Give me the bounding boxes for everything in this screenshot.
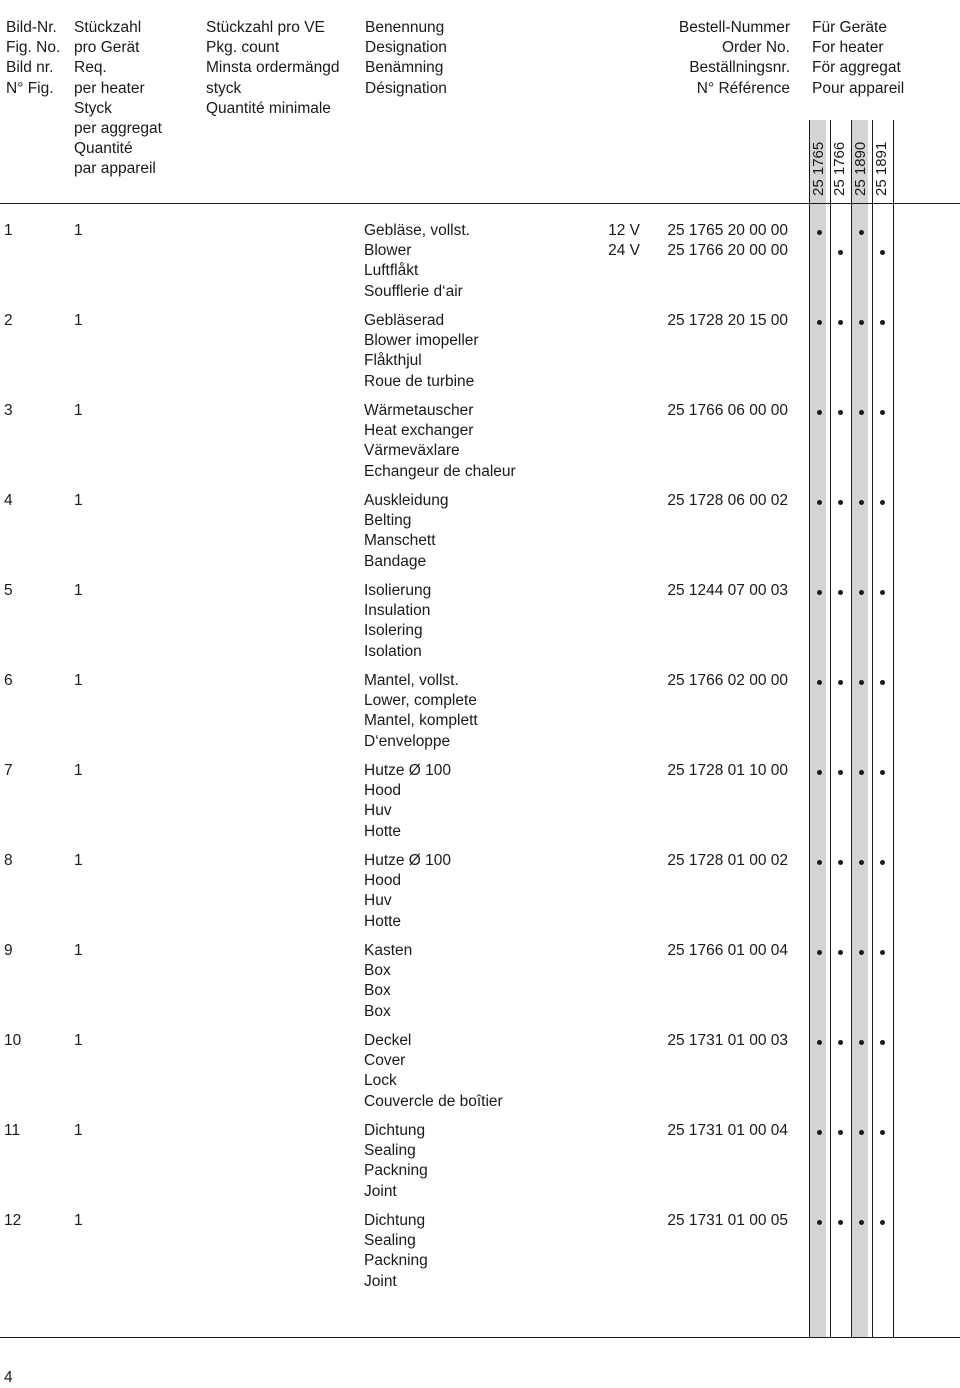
header-text: For heater (812, 39, 884, 57)
applicability-dot (838, 320, 843, 325)
applicability-dot (838, 500, 843, 505)
designation-line: Cover (364, 1052, 406, 1070)
designation-line: Flåkthjul (364, 352, 422, 370)
row-voltage: 12 V (608, 222, 640, 239)
row-quantity: 1 (74, 672, 83, 689)
designation-line: Gebläserad (364, 312, 445, 329)
model-code-label: 25 1891 (873, 141, 890, 196)
header-bild-nr (6, 18, 60, 99)
applicability-dot (817, 680, 822, 685)
applicability-dot (880, 1220, 885, 1225)
header-benennung (365, 18, 447, 99)
designation-line: Gebläse, vollst. (364, 222, 470, 239)
applicability-dot (838, 590, 843, 595)
header-text: N° Référence (696, 79, 790, 97)
designation-line: Deckel (364, 1032, 412, 1049)
applicability-dot (880, 320, 885, 325)
applicability-dot (838, 680, 843, 685)
designation-line: Auskleidung (364, 492, 449, 509)
row-fig-number: 12 (4, 1212, 22, 1229)
designation-line: Hotte (364, 822, 402, 840)
designation-line: Dichtung (364, 1122, 426, 1139)
designation-line: Hood (364, 872, 402, 890)
designation-line: Box (364, 1002, 391, 1020)
designation-line: Couvercle de boîtier (364, 1092, 503, 1110)
model-column-line (851, 120, 852, 1337)
row-designation (364, 311, 479, 392)
model-column-line (830, 120, 831, 1337)
designation-line: Mantel, komplett (364, 712, 478, 730)
row-quantity: 1 (74, 582, 83, 599)
designation-line: Isolering (364, 622, 423, 640)
model-column-line (893, 120, 894, 1337)
applicability-dot (838, 250, 843, 255)
row-quantity: 1 (74, 402, 83, 419)
applicability-dot (817, 1040, 822, 1045)
applicability-dot (859, 860, 864, 865)
designation-line: Bandage (364, 552, 427, 570)
applicability-dot (859, 500, 864, 505)
applicability-dot (817, 860, 822, 865)
applicability-dot (817, 320, 822, 325)
designation-line: Echangeur de chaleur (364, 462, 516, 480)
row-fig-number: 7 (4, 762, 13, 779)
designation-line: Huv (364, 802, 392, 820)
row-order-number: 25 1731 01 00 04 (667, 1122, 788, 1139)
designation-line: Wärmetauscher (364, 402, 474, 419)
header-text: Désignation (365, 79, 447, 97)
header-text: pro Gerät (74, 39, 140, 57)
designation-line: Lock (364, 1072, 397, 1090)
designation-line: D‘enveloppe (364, 732, 451, 750)
row-quantity: 1 (74, 312, 83, 329)
row-designation (364, 671, 478, 752)
header-stueckzahl (74, 18, 162, 180)
applicability-dot (859, 320, 864, 325)
applicability-dot (859, 1130, 864, 1135)
row-fig-number: 10 (4, 1032, 22, 1049)
applicability-dot (880, 590, 885, 595)
designation-line: Hutze Ø 100 (364, 762, 452, 779)
header-text: För aggregat (812, 59, 901, 77)
designation-line: Blower (364, 242, 412, 260)
applicability-dot (880, 770, 885, 775)
applicability-dot (838, 770, 843, 775)
applicability-dot (859, 680, 864, 685)
row-quantity: 1 (74, 1032, 83, 1049)
header-text: Pkg. count (206, 39, 280, 57)
designation-line: Blower imopeller (364, 332, 479, 350)
row-designation (364, 581, 431, 662)
applicability-dot (859, 590, 864, 595)
row-designation (364, 761, 451, 842)
designation-line: Värmeväxlare (364, 442, 460, 460)
row-designation (364, 1211, 428, 1292)
designation-line: Roue de turbine (364, 372, 475, 390)
row-quantity: 1 (74, 852, 83, 869)
header-text: N° Fig. (6, 79, 54, 97)
row-designation (364, 491, 448, 572)
applicability-dot (880, 250, 885, 255)
row-order-number: 25 1244 07 00 03 (667, 582, 788, 599)
header-text: Bestell-Nummer (678, 19, 790, 36)
header-text: Für Geräte (812, 19, 887, 36)
applicability-dot (859, 1220, 864, 1225)
row-fig-number: 11 (4, 1122, 21, 1139)
designation-line: Heat exchanger (364, 422, 474, 440)
header-text: Quantité (74, 140, 133, 158)
designation-line: Kasten (364, 942, 413, 959)
model-column-line (809, 120, 810, 1337)
applicability-dot (838, 1040, 843, 1045)
row-order-number: 25 1731 01 00 05 (667, 1212, 788, 1229)
row-fig-number: 4 (4, 492, 13, 509)
header-text: Stückzahl (74, 19, 142, 36)
model-column-line (872, 120, 873, 1337)
row-quantity: 1 (74, 222, 83, 239)
row-quantity: 1 (74, 492, 83, 509)
page-number: 4 (4, 1369, 13, 1386)
designation-line: Joint (364, 1272, 397, 1290)
applicability-dot (817, 950, 822, 955)
header-text: par appareil (74, 160, 156, 178)
applicability-dot (859, 770, 864, 775)
applicability-dot (859, 1040, 864, 1045)
designation-line: Soufflerie d‘air (364, 282, 463, 300)
designation-line: Packning (364, 1162, 428, 1180)
header-text: per heater (74, 79, 145, 97)
header-text: Req. (74, 59, 107, 77)
applicability-dot (817, 230, 822, 235)
header-text: Stückzahl pro VE (206, 19, 325, 36)
model-code-label: 25 1890 (852, 141, 869, 196)
applicability-dot (817, 1130, 822, 1135)
row-order-number: 25 1766 20 00 00 (667, 242, 788, 260)
row-order-number: 25 1766 02 00 00 (667, 672, 788, 689)
applicability-dot (880, 680, 885, 685)
designation-line: Isolation (364, 642, 422, 660)
designation-line: Hood (364, 782, 402, 800)
designation-line: Insulation (364, 602, 431, 620)
row-designation (364, 221, 470, 302)
model-code-label: 25 1765 (810, 141, 827, 196)
header-text: Fig. No. (6, 39, 61, 57)
footer-divider (0, 1337, 960, 1338)
designation-line: Box (364, 962, 391, 980)
header-text: Designation (365, 39, 447, 57)
designation-line: Lower, complete (364, 692, 477, 710)
designation-line: Joint (364, 1182, 397, 1200)
row-fig-number: 3 (4, 402, 13, 419)
row-fig-number: 1 (4, 222, 13, 239)
applicability-dot (817, 770, 822, 775)
applicability-dot (817, 410, 822, 415)
designation-line: Huv (364, 892, 392, 910)
header-text: Minsta ordermängd (206, 59, 340, 77)
applicability-dot (880, 1130, 885, 1135)
row-designation (364, 851, 451, 932)
header-text: per aggregat (74, 120, 162, 138)
applicability-dot (838, 1130, 843, 1135)
row-order-number: 25 1765 20 00 00 (667, 222, 788, 239)
designation-line: Sealing (364, 1232, 416, 1250)
row-quantity: 1 (74, 1212, 83, 1229)
header-text: Styck (74, 99, 112, 117)
row-order-number: 25 1728 06 00 02 (667, 492, 788, 509)
row-quantity: 1 (74, 762, 83, 779)
applicability-dot (838, 860, 843, 865)
applicability-dot (817, 500, 822, 505)
row-fig-number: 2 (4, 312, 13, 329)
row-designation (364, 1031, 503, 1112)
header-text: Benennung (365, 19, 445, 36)
designation-line: Belting (364, 512, 412, 530)
applicability-dot (880, 1040, 885, 1045)
applicability-dot (838, 950, 843, 955)
applicability-dot (880, 410, 885, 415)
designation-line: Luftflåkt (364, 262, 419, 280)
row-designation (364, 1121, 428, 1202)
designation-line: Dichtung (364, 1212, 426, 1229)
row-order-number: 25 1728 01 10 00 (667, 762, 788, 779)
designation-line: Packning (364, 1252, 428, 1270)
applicability-dot (859, 410, 864, 415)
model-code-label: 25 1766 (831, 141, 848, 196)
header-text: Beställningsnr. (689, 59, 790, 77)
header-fuer-geraete (812, 18, 904, 99)
row-voltage: 24 V (608, 242, 640, 260)
row-fig-number: 5 (4, 582, 13, 599)
designation-line: Manschett (364, 532, 436, 550)
row-quantity: 1 (74, 1122, 83, 1139)
designation-line: Mantel, vollst. (364, 672, 459, 689)
row-order-number: 25 1731 01 00 03 (667, 1032, 788, 1049)
model-column-stripe-1 (810, 120, 826, 1337)
row-order-number: 25 1728 01 00 02 (667, 852, 788, 869)
row-fig-number: 6 (4, 672, 13, 689)
header-text: Quantité minimale (206, 99, 331, 117)
row-designation (364, 941, 412, 1022)
header-text: Bild nr. (6, 59, 54, 77)
header-divider (0, 203, 960, 204)
applicability-dot (838, 410, 843, 415)
applicability-dot (838, 1220, 843, 1225)
applicability-dot (817, 590, 822, 595)
designation-line: Box (364, 982, 391, 1000)
designation-line: Hotte (364, 912, 402, 930)
row-order-number: 25 1728 20 15 00 (667, 312, 788, 329)
row-order-number: 25 1766 06 00 00 (667, 402, 788, 419)
model-column-stripe-2 (852, 120, 868, 1337)
header-ve (206, 18, 340, 119)
applicability-dot (880, 860, 885, 865)
designation-line: Sealing (364, 1142, 416, 1160)
applicability-dot (817, 1220, 822, 1225)
applicability-dot (859, 230, 864, 235)
applicability-dot (880, 950, 885, 955)
applicability-dot (880, 500, 885, 505)
row-order-number: 25 1766 01 00 04 (667, 942, 788, 959)
header-text: Bild-Nr. (6, 19, 57, 36)
designation-line: Hutze Ø 100 (364, 852, 452, 869)
row-fig-number: 9 (4, 942, 13, 959)
header-bestell-nummer (640, 18, 790, 99)
header-text: Benämning (365, 59, 444, 77)
header-text: Pour appareil (812, 79, 905, 97)
header-text: styck (206, 79, 242, 97)
designation-line: Isolierung (364, 582, 432, 599)
applicability-dot (859, 950, 864, 955)
header-text: Order No. (721, 39, 790, 57)
row-fig-number: 8 (4, 852, 13, 869)
row-designation (364, 401, 516, 482)
row-quantity: 1 (74, 942, 83, 959)
